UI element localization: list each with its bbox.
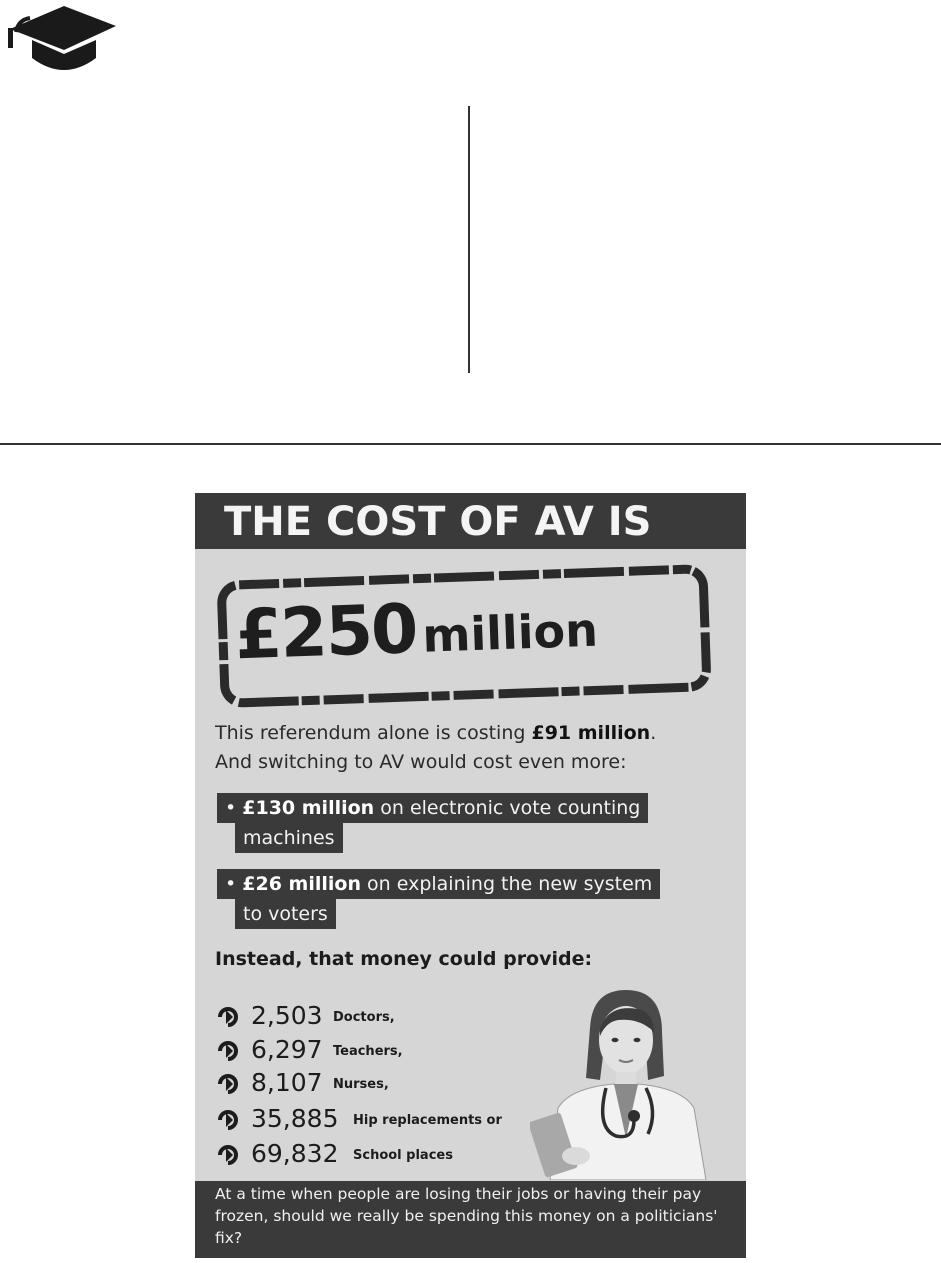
stat-number: 69,832 bbox=[251, 1139, 339, 1168]
campaign-poster bbox=[195, 493, 746, 1258]
arrow-circle-icon bbox=[217, 1041, 239, 1061]
stat-label: Nurses, bbox=[333, 1077, 389, 1092]
stat-label: Doctors, bbox=[333, 1010, 395, 1025]
stat-label: Hip replacements or bbox=[353, 1113, 502, 1128]
stat-number: 6,297 bbox=[251, 1035, 323, 1064]
cost-item-2-text: on explaining the new system bbox=[360, 873, 653, 895]
cost-amount bbox=[234, 584, 599, 676]
cost-item-1-amount: £130 million bbox=[242, 797, 375, 819]
doctor-illustration bbox=[530, 988, 746, 1180]
graduation-cap-icon bbox=[6, 2, 116, 74]
stat-label: Teachers, bbox=[333, 1044, 403, 1059]
column-divider bbox=[468, 106, 470, 373]
stat-number: 2,503 bbox=[251, 1001, 323, 1030]
poster-headline: THE COST OF AV IS bbox=[224, 499, 652, 545]
bullet: • bbox=[225, 873, 237, 895]
referendum-cost: £91 million bbox=[531, 722, 651, 744]
amount-value: £250 bbox=[233, 590, 418, 676]
arrow-circle-icon bbox=[217, 1145, 239, 1165]
stat-number: 35,885 bbox=[251, 1104, 339, 1133]
stat-number: 8,107 bbox=[251, 1068, 323, 1097]
footer-text: At a time when people are losing their jobs or having their pay frozen, should we really be spending this money on a politicians' fix? bbox=[215, 1185, 718, 1247]
stat-label: School places bbox=[353, 1148, 453, 1163]
cost-item-1-line2: machines bbox=[235, 823, 343, 853]
intro-line-1 bbox=[215, 722, 656, 744]
amount-unit: million bbox=[421, 602, 599, 663]
cost-item-2-line1 bbox=[217, 869, 660, 899]
cost-item-2-line2: to voters bbox=[235, 899, 336, 929]
intro-line-2: And switching to AV would cost even more: bbox=[215, 751, 627, 773]
arrow-circle-icon bbox=[217, 1074, 239, 1094]
bullet: • bbox=[225, 797, 237, 819]
cost-item-1-line1 bbox=[217, 793, 648, 823]
arrow-circle-icon bbox=[217, 1110, 239, 1130]
instead-heading: Instead, that money could provide: bbox=[215, 948, 593, 970]
arrow-circle-icon bbox=[217, 1007, 239, 1027]
section-divider bbox=[0, 443, 941, 445]
intro-text: This referendum alone is costing bbox=[215, 722, 532, 744]
cost-item-2-amount: £26 million bbox=[242, 873, 361, 895]
intro-period: . bbox=[650, 722, 657, 744]
cost-item-1-text: on electronic vote counting bbox=[374, 797, 641, 819]
